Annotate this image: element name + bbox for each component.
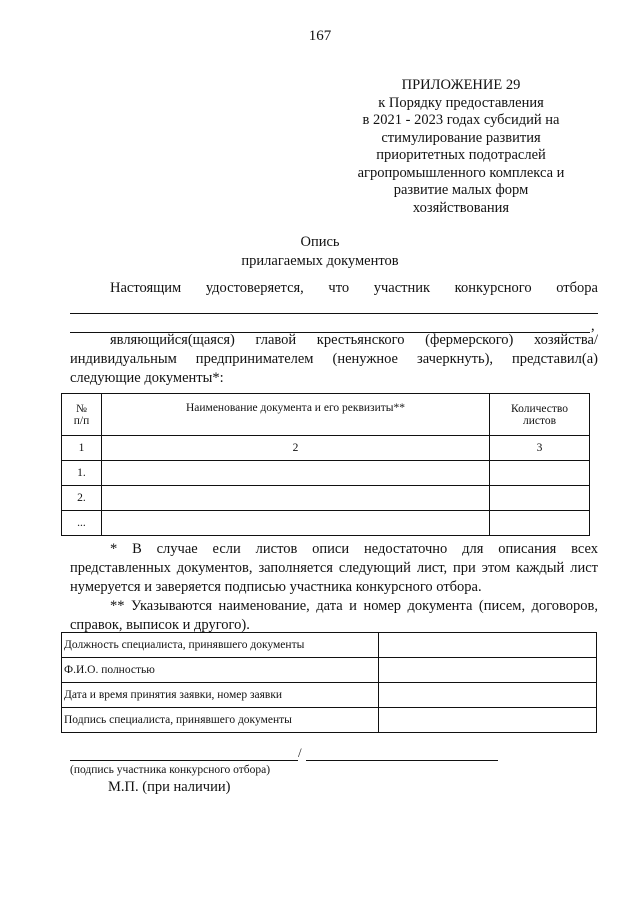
certification-line <box>110 279 598 298</box>
acceptance-value-cell <box>379 658 597 683</box>
cert-word: Настоящим <box>110 280 182 296</box>
cert-word: конкурсного <box>454 280 532 296</box>
appendix-title: ПРИЛОЖЕНИЕ 29 <box>401 77 521 93</box>
document-name-cell <box>101 461 489 486</box>
acceptance-label: Ф.И.О. полностью <box>62 658 379 683</box>
documents-table <box>61 393 590 536</box>
sheet-count-cell <box>490 486 590 511</box>
appendix-line: в 2021 - 2023 годах субсидий на <box>362 112 560 128</box>
cert-word: удостоверяется, <box>205 280 304 296</box>
appendix-line: хозяйствования <box>412 199 510 216</box>
acceptance-table <box>61 632 597 733</box>
signature-decoding-line <box>306 760 498 761</box>
document-name-cell <box>101 511 489 536</box>
document-subtitle: прилагаемых документов <box>241 253 399 269</box>
cert-word: участник <box>373 280 431 296</box>
acceptance-label: Должность специалиста, принявшего документы <box>62 633 379 658</box>
cert-word: что <box>328 280 350 296</box>
acceptance-value-cell <box>379 708 597 733</box>
acceptance-value-cell <box>379 633 597 658</box>
stamp-note: М.П. (при наличии) <box>108 779 231 795</box>
footnote-1: * В случае если листов описи недостаточно для описания всех представленных документов, заполняется следующий лист, при этом каждый лист нумеруется и заверяется подписью участника конкурсного отбора. <box>70 541 598 595</box>
table-row <box>62 658 597 683</box>
cert-word: отбора <box>556 280 598 296</box>
table-row <box>62 708 597 733</box>
sheet-count-cell <box>490 461 590 486</box>
participant-name-line-1 <box>70 313 598 314</box>
acceptance-label: Подпись специалиста, принявшего документы <box>62 708 379 733</box>
appendix-line: стимулирование развития <box>381 129 541 146</box>
signature-line <box>70 760 298 761</box>
row-number: ... <box>62 511 102 536</box>
signature-slash: / <box>298 745 302 760</box>
numbering-cell: 1 <box>62 436 102 461</box>
acceptance-label: Дата и время принятия заявки, номер заявки <box>62 683 379 708</box>
signature-caption: (подпись участника конкурсного отбора) <box>70 764 271 776</box>
appendix-header <box>330 77 592 217</box>
document-name-cell <box>101 486 489 511</box>
appendix-line: к Порядку предоставления <box>378 94 544 111</box>
appendix-line: агропромышленного комплекса и <box>357 164 565 181</box>
header-sheet-count: Количество листов <box>490 394 590 436</box>
table-row <box>62 486 590 511</box>
table-row <box>62 461 590 486</box>
body-text: являющийся(щаяся) главой крестьянского (фермерского) хозяйства/ индивидуальным предпринимателем (ненужное зачеркнуть), представил(а) следующие документы*: <box>70 332 598 386</box>
footnote-2: ** Указываются наименование, дата и номер документа (писем, договоров, справок, выписок и другого). <box>70 598 598 633</box>
acceptance-value-cell <box>379 683 597 708</box>
comma: , <box>591 318 595 334</box>
body-paragraph <box>70 331 598 388</box>
page-number: 167 <box>308 28 332 44</box>
row-number: 2. <box>62 486 102 511</box>
numbering-cell: 2 <box>101 436 489 461</box>
sheet-count-cell <box>490 511 590 536</box>
document-title: Опись <box>300 234 340 250</box>
table-header-row <box>62 394 590 436</box>
header-document-name: Наименование документа и его реквизиты** <box>101 394 489 436</box>
header-number: № п/п <box>62 394 102 436</box>
table-row <box>62 683 597 708</box>
table-numbering-row <box>62 436 590 461</box>
row-number: 1. <box>62 461 102 486</box>
table-row <box>62 633 597 658</box>
appendix-line: развитие малых форм <box>393 182 529 198</box>
table-row <box>62 511 590 536</box>
numbering-cell: 3 <box>490 436 590 461</box>
appendix-line: приоритетных подотраслей <box>376 147 546 163</box>
